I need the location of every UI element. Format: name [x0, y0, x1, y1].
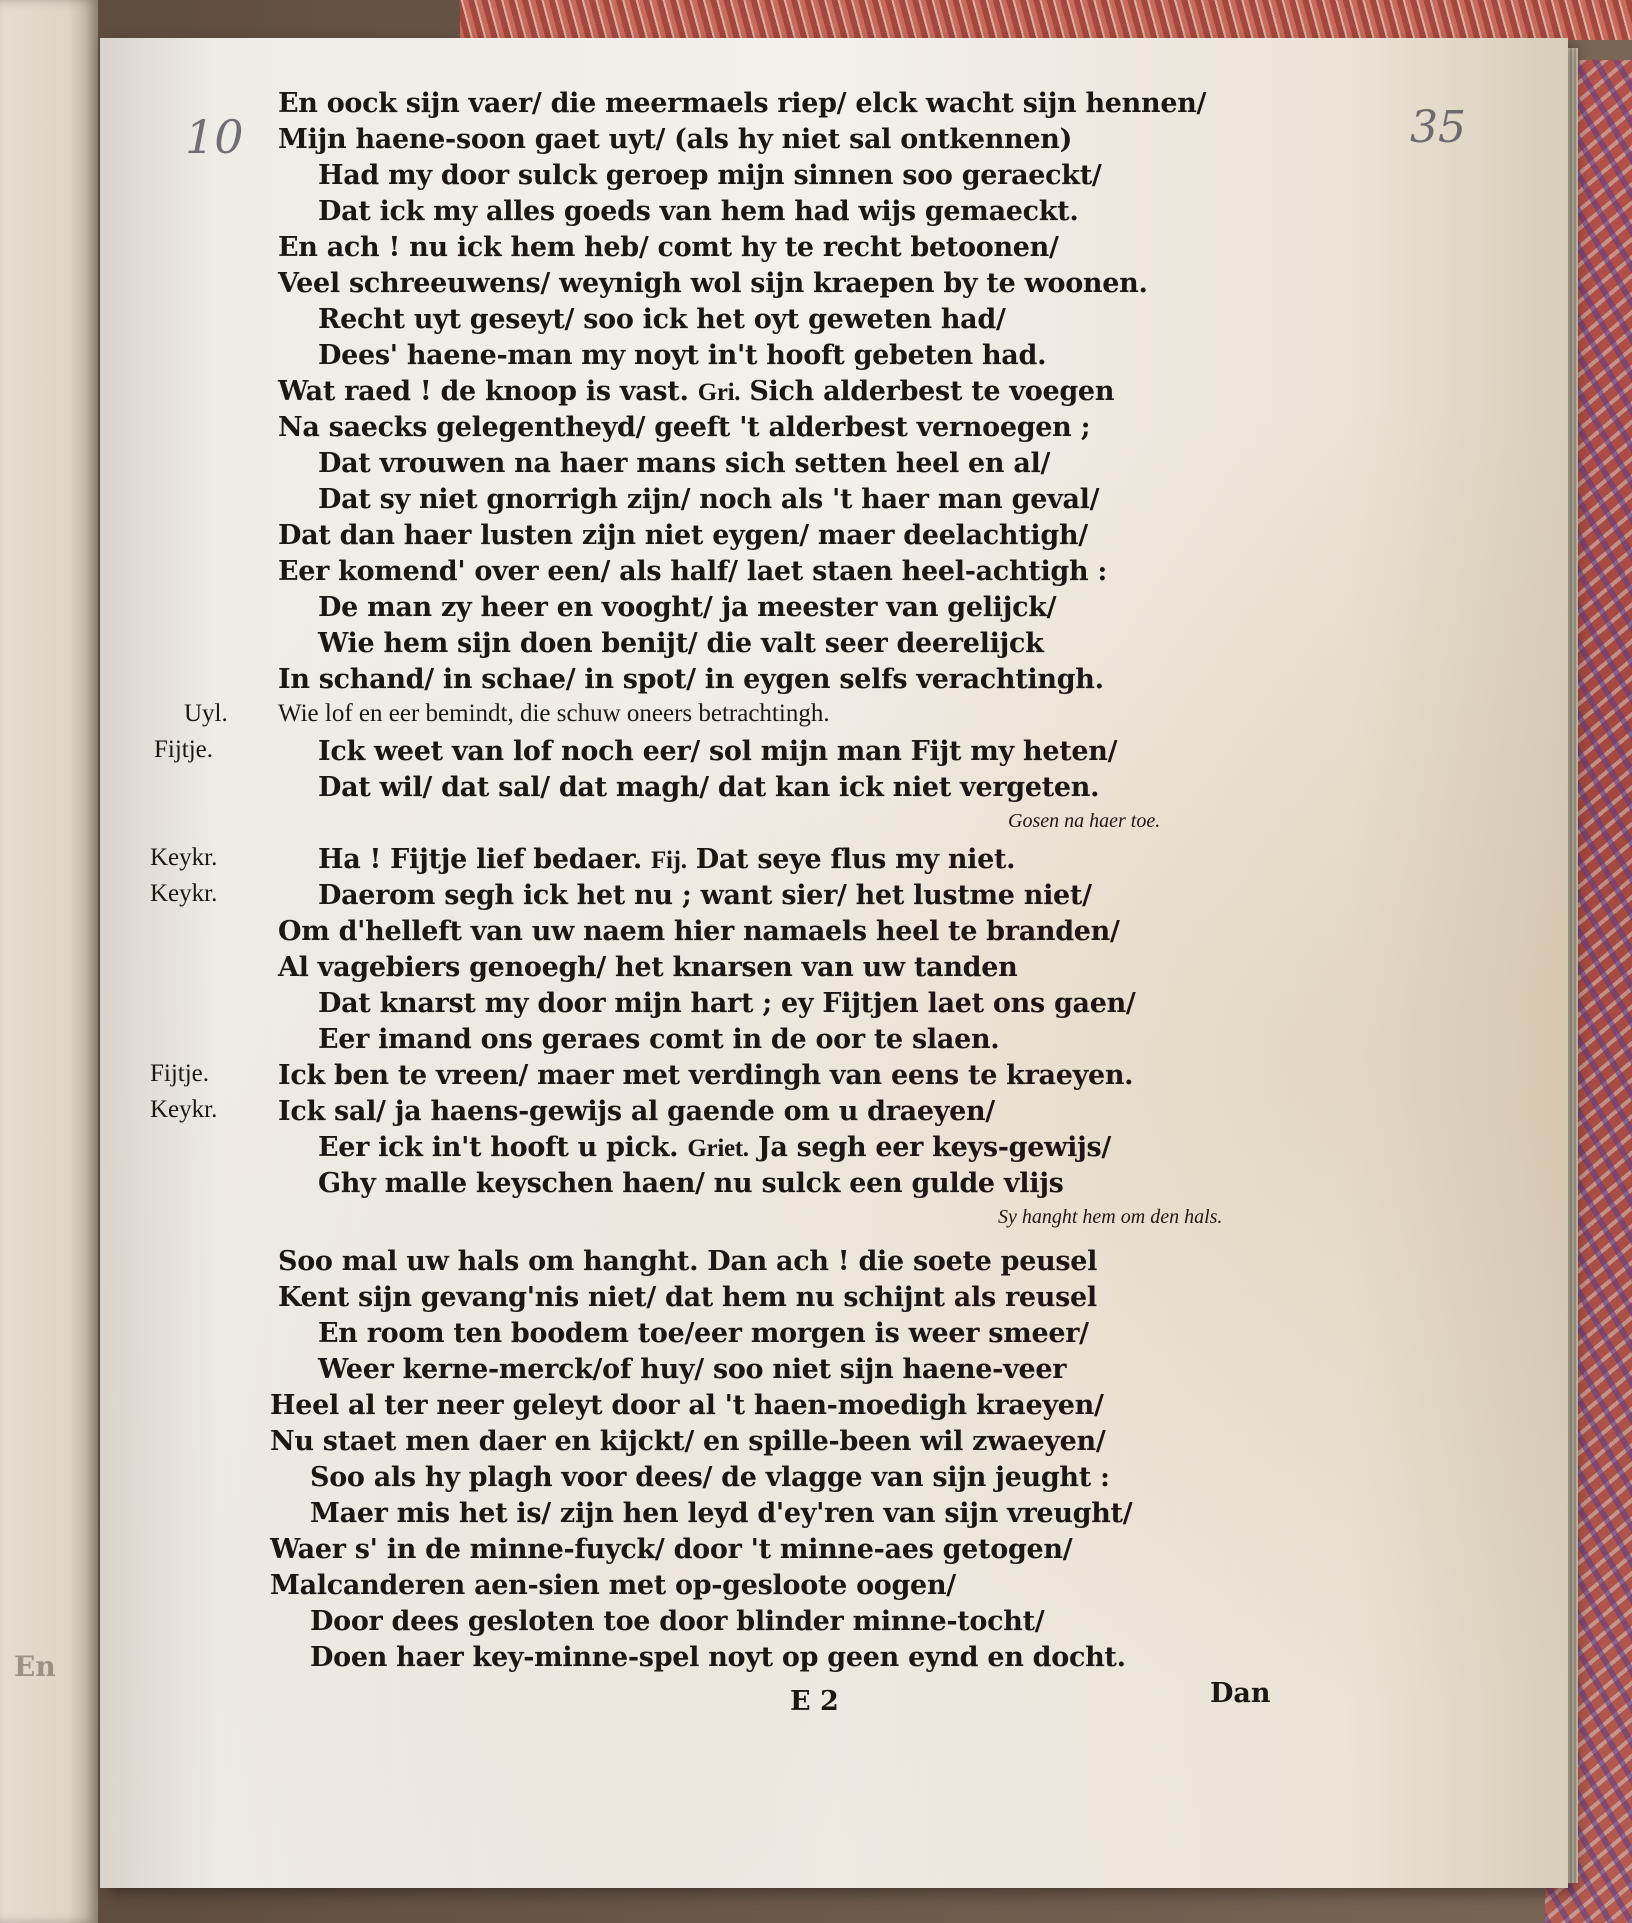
verse-line: Weer kerne-merck/of huy/ soo niet sijn haene-veer — [318, 1354, 1067, 1385]
verse-text: Eer ick in't hooft u pick. — [318, 1132, 679, 1163]
prev-page-catchword: En — [14, 1650, 56, 1683]
verse-line — [318, 1132, 1111, 1163]
verse-text: Dat seye flus my niet. — [695, 844, 1016, 875]
previous-page-edge — [0, 0, 98, 1923]
verse-line: De man zy heer en vooght/ ja meester van gelijck/ — [318, 592, 1057, 623]
speaker-label: Keykr. — [150, 880, 218, 907]
pencil-folio-number: 35 — [1410, 102, 1466, 153]
speaker-label: Uyl. — [184, 700, 228, 727]
verse-line: Dat wil/ dat sal/ dat magh/ dat kan ick niet vergeten. — [318, 772, 1100, 803]
verse-line: Ick weet van lof noch eer/ sol mijn man Fijt my heten/ — [318, 736, 1118, 767]
speaker-label: Fijtje. — [154, 736, 214, 763]
verse-line: Om d'helleft van uw naem hier namaels heel te branden/ — [278, 916, 1120, 947]
verse-line: Maer mis het is/ zijn hen leyd d'ey'ren van sijn vreught/ — [310, 1498, 1133, 1529]
verse-line: En ach ! nu ick hem heb/ comt hy te recht betoonen/ — [278, 232, 1059, 263]
speaker-label: Fijtje. — [150, 1060, 210, 1087]
verse-text: Ha ! Fijtje lief bedaer. — [318, 844, 642, 875]
catchword: Dan — [1210, 1678, 1271, 1709]
verse-line: Soo als hy plagh voor dees/ de vlagge van sijn jeught : — [310, 1462, 1110, 1493]
inline-speaker: Griet. — [687, 1135, 749, 1162]
verse-line: Dat dan haer lusten zijn niet eygen/ maer deelachtigh/ — [278, 520, 1088, 551]
verse-line — [318, 844, 1015, 875]
verse-line: Recht uyt geseyt/ soo ick het oyt geweten had/ — [318, 304, 1006, 335]
verse-text: Wat raed ! de knoop is vast. — [278, 376, 689, 407]
verse-line: En oock sijn vaer/ die meermaels riep/ elck wacht sijn hennen/ — [278, 88, 1207, 119]
verse-line: Ghy malle keyschen haen/ nu sulck een gulde vlijs — [318, 1168, 1064, 1199]
stage-direction: Gosen na haer toe. — [1008, 810, 1161, 832]
verse-line: En room ten boodem toe/eer morgen is weer smeer/ — [318, 1318, 1089, 1349]
verse-line: Ick ben te vreen/ maer met verdingh van eens te kraeyen. — [278, 1060, 1134, 1091]
verse-line: Mijn haene-soon gaet uyt/ (als hy niet sal ontkennen) — [278, 124, 1073, 155]
verse-line: Had my door sulck geroep mijn sinnen soo geraeckt/ — [318, 160, 1102, 191]
verse-line: Daerom segh ick het nu ; want sier/ het lustme niet/ — [318, 880, 1092, 911]
verse-line: Dat knarst my door mijn hart ; ey Fijtjen laet ons gaen/ — [318, 988, 1136, 1019]
verse-line: Nu staet men daer en kijckt/ en spille-been wil zwaeyen/ — [270, 1426, 1106, 1457]
inline-speaker: Gri. — [697, 379, 741, 406]
verse-line: Ick sal/ ja haens-gewijs al gaende om u draeyen/ — [278, 1096, 995, 1127]
binding-board — [460, 0, 1632, 40]
verse-line: Soo mal uw hals om hanght. Dan ach ! die soete peusel — [278, 1246, 1098, 1277]
verse-line: Malcanderen aen-sien met op-gesloote oogen/ — [270, 1570, 956, 1601]
verse-text: Ja segh eer keys-gewijs/ — [757, 1132, 1111, 1163]
pencil-annotation-left: 10 — [185, 110, 244, 164]
verse-line: Dat sy niet gnorrigh zijn/ noch als 't haer man geval/ — [318, 484, 1100, 515]
verse-line: Waer s' in de minne-fuyck/ door 't minne-aes getogen/ — [270, 1534, 1073, 1565]
verse-line: Dees' haene-man my noyt in't hooft gebeten had. — [318, 340, 1047, 371]
verse-line: Eer komend' over een/ als half/ laet staen heel-achtigh : — [278, 556, 1108, 587]
verse-line: Dat vrouwen na haer mans sich setten heel en al/ — [318, 448, 1051, 479]
speaker-label: Keykr. — [150, 1096, 218, 1123]
verse-line: Veel schreeuwens/ weynigh wol sijn kraepen by te woonen. — [278, 268, 1148, 299]
verse-line: Dat ick my alles goeds van hem had wijs gemaeckt. — [318, 196, 1079, 227]
verse-line: Heel al ter neer geleyt door al 't haen-moedigh kraeyen/ — [270, 1390, 1104, 1421]
verse-line: In schand/ in schae/ in spot/ in eygen selfs verachtingh. — [278, 664, 1104, 695]
verse-line: Doen haer key-minne-spel noyt op geen eynd en docht. — [310, 1642, 1126, 1673]
book-page — [100, 38, 1568, 1888]
verse-text: Sich alderbest te voegen — [749, 376, 1115, 407]
verse-line: Wie hem sijn doen benijt/ die valt seer deerelijck — [318, 628, 1044, 659]
verse-line: Na saecks gelegentheyd/ geeft 't alderbest vernoegen ; — [278, 412, 1091, 443]
speaker-label: Keykr. — [150, 844, 218, 871]
verse-line: Eer imand ons geraes comt in de oor te slaen. — [318, 1024, 1000, 1055]
verse-line: Kent sijn gevang'nis niet/ dat hem nu schijnt als reusel — [278, 1282, 1097, 1313]
printer-signature: E 2 — [790, 1686, 839, 1717]
inline-speaker: Fij. — [651, 847, 687, 874]
verse-line: Door dees gesloten toe door blinder minne-tocht/ — [310, 1606, 1045, 1637]
verse-line: Al vagebiers genoegh/ het knarsen van uw tanden — [278, 952, 1018, 983]
verse-line — [278, 376, 1114, 407]
stage-direction: Sy hanght hem om den hals. — [998, 1206, 1223, 1228]
verse-line: Wie lof en eer bemindt, die schuw oneers betrachtingh. — [278, 700, 830, 727]
